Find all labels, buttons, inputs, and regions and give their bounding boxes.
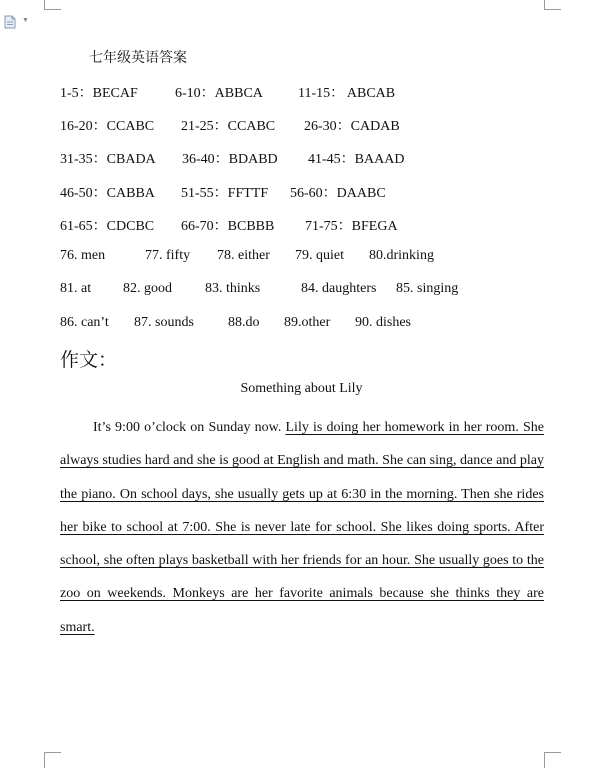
answer-cell: 81. at — [60, 281, 92, 296]
answer-cell: 21-25：CCABC — [181, 119, 276, 134]
answer-cell: 78. either — [217, 248, 270, 263]
answer-cell: 88.do — [228, 315, 260, 330]
answer-cell: 36-40：BDABD — [182, 152, 278, 167]
answer-cell: 61-65：CDCBC — [60, 219, 155, 234]
answer-cell: 66-70：BCBBB — [181, 219, 275, 234]
page-title: 七年级英语答案 — [89, 51, 187, 66]
answer-cell: 31-35：CBADA — [60, 152, 156, 167]
answer-cell: 71-75：BFEGA — [305, 219, 398, 234]
crop-mark-bottom-left — [44, 752, 45, 768]
answer-cell: 89.other — [284, 315, 331, 330]
answer-cell: 11-15： ABCAB — [298, 86, 396, 101]
answer-cell: 87. sounds — [134, 315, 194, 330]
answer-cell: 76. men — [60, 248, 106, 263]
answer-cell: 83. thinks — [205, 281, 261, 296]
essay-underlined-text: Lily is doing her homework in her room. She always studies hard and she is good at English and math. She can sing, dance and play the piano. On school days, she usually gets up at 6:30 in the morning. Then she rides her bike to school at 7:00. She is never late for school. She likes doing sports. After school, she often plays basketball with her friends for an hour. She usually goes to the zoo on weekends. Monkeys are her favorite animals because she thinks they are smart. — [60, 420, 544, 635]
crop-mark-bottom-right-h — [544, 752, 561, 753]
answer-cell: 41-45：BAAAD — [308, 152, 405, 167]
essay-title: Something about Lily — [240, 381, 363, 396]
answer-cell: 46-50：CABBA — [60, 186, 155, 201]
answer-cell: 82. good — [123, 281, 172, 296]
crop-mark-bottom-right — [544, 752, 545, 768]
answer-cell: 90. dishes — [355, 315, 411, 330]
answer-cell: 6-10：ABBCA — [175, 86, 263, 101]
answer-cell: 86. can’t — [60, 315, 109, 330]
answer-cell: 80.drinking — [369, 248, 434, 263]
essay-label: 作文： — [60, 350, 118, 371]
answer-cell: 84. daughters — [301, 281, 377, 296]
answer-cell: 51-55：FFTTF — [181, 186, 269, 201]
answer-cell: 79. quiet — [295, 248, 344, 263]
answer-cell: 85. singing — [396, 281, 459, 296]
crop-mark-top-right-h — [544, 9, 561, 10]
essay-paragraph — [60, 411, 544, 644]
answer-cell: 1-5：BECAF — [60, 86, 138, 101]
answer-cell: 77. fifty — [145, 248, 191, 263]
crop-mark-top-left-h — [44, 9, 61, 10]
crop-mark-bottom-left-h — [44, 752, 61, 753]
answer-cell: 26-30：CADAB — [304, 119, 400, 134]
essay-intro: It’s 9:00 o’clock on Sunday now. — [93, 420, 286, 435]
document-icon[interactable] — [4, 15, 16, 29]
answer-cell: 16-20：CCABC — [60, 119, 155, 134]
chevron-down-icon[interactable]: ▼ — [22, 16, 29, 24]
answer-cell: 56-60：DAABC — [290, 186, 386, 201]
